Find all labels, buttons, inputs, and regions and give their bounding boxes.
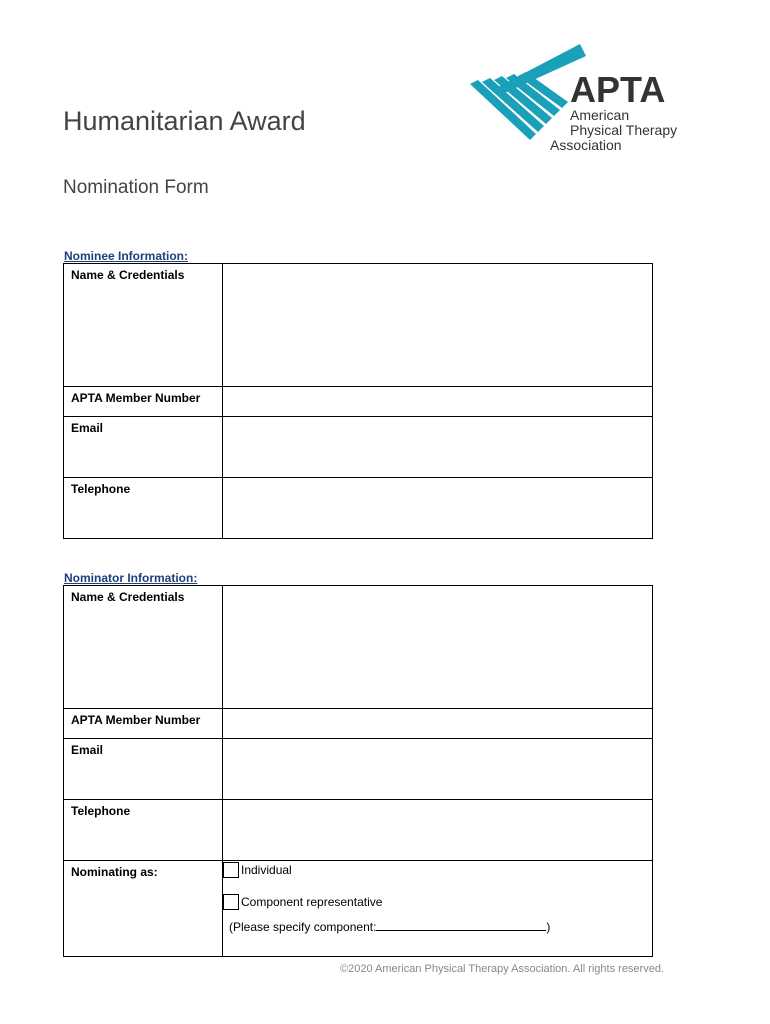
option-individual: [223, 862, 652, 878]
nominee-email-label: Email: [64, 417, 223, 478]
individual-checkbox[interactable]: [223, 862, 239, 878]
apta-logo: [470, 44, 690, 159]
specify-suffix: ): [546, 920, 551, 934]
nominee-phone-label: Telephone: [64, 478, 223, 539]
nominee-email-field[interactable]: [223, 417, 653, 478]
nominating-as-label: Nominating as:: [64, 861, 223, 957]
nominee-name-label: Name & Credentials: [64, 264, 223, 387]
nominator-phone-label: Telephone: [64, 800, 223, 861]
nominator-section-heading: Nominator Information:: [64, 571, 198, 585]
svg-text:American: American: [570, 107, 630, 123]
nominator-name-field[interactable]: [223, 586, 653, 709]
nominee-name-field[interactable]: [223, 264, 653, 387]
nominator-member-label: APTA Member Number: [64, 709, 223, 739]
nominator-table: [63, 585, 653, 957]
nominator-email-field[interactable]: [223, 739, 653, 800]
page-subtitle: Nomination Form: [63, 177, 209, 198]
component-label: Component representative: [241, 895, 383, 909]
nominee-member-label: APTA Member Number: [64, 387, 223, 417]
nominator-phone-field[interactable]: [223, 800, 653, 861]
page-title: Humanitarian Award: [63, 106, 306, 136]
nominee-section-heading: Nominee Information:: [64, 249, 189, 263]
svg-text:Association: Association: [550, 137, 622, 153]
apta-logo-graphic: [470, 44, 690, 159]
nominating-as-options: [223, 861, 653, 957]
svg-text:APTA: APTA: [570, 69, 666, 110]
svg-text:Physical Therapy: Physical Therapy: [570, 122, 678, 138]
specify-component-line: [223, 919, 652, 934]
nominator-name-label: Name & Credentials: [64, 586, 223, 709]
specify-component-field[interactable]: [376, 919, 546, 931]
nominator-email-label: Email: [64, 739, 223, 800]
specify-prefix: (Please specify component:: [229, 920, 377, 934]
nominee-member-field[interactable]: [223, 387, 653, 417]
nominator-member-field[interactable]: [223, 709, 653, 739]
component-checkbox[interactable]: [223, 894, 239, 910]
nominee-phone-field[interactable]: [223, 478, 653, 539]
individual-label: Individual: [241, 863, 292, 877]
nominee-table: [63, 263, 653, 539]
copyright-footer: ©2020 American Physical Therapy Association. All rights reserved.: [340, 963, 665, 975]
option-component: [223, 894, 652, 910]
